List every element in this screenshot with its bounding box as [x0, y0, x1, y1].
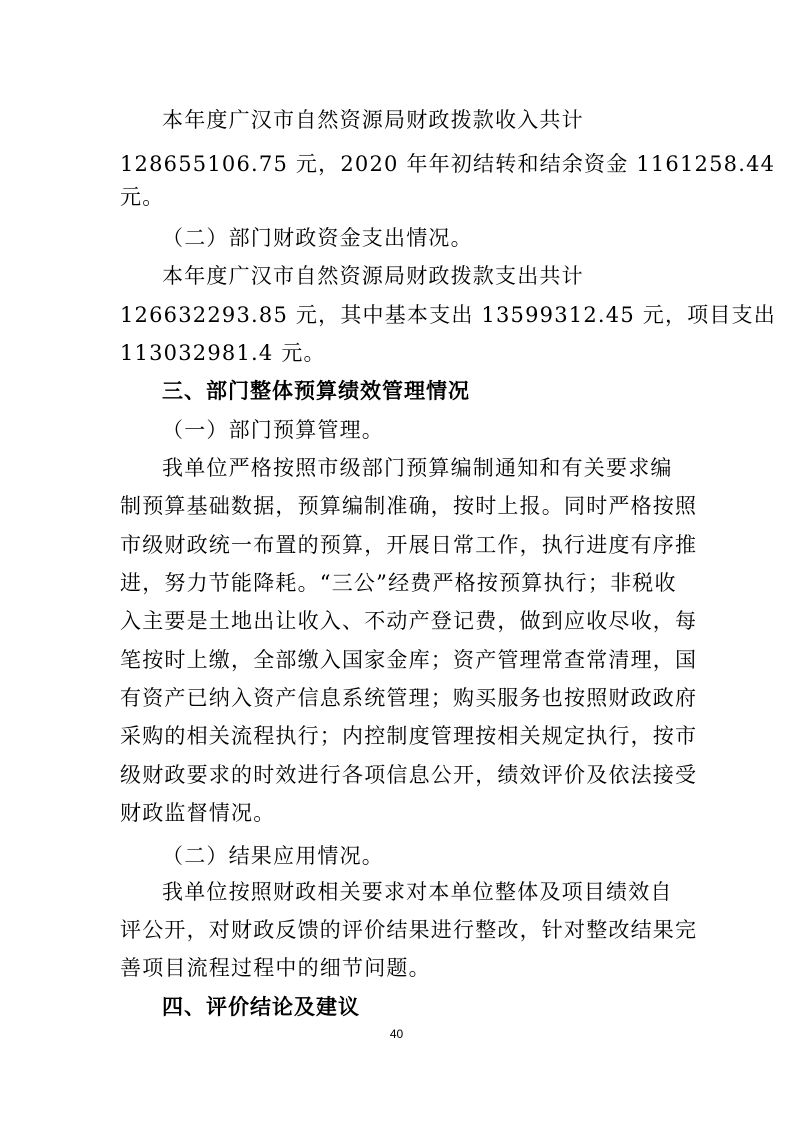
subsection-heading: （一）部门预算管理。: [162, 418, 384, 442]
body-text-line: 入主要是土地出让收入、不动产登记费，做到应收尽收，每: [120, 609, 698, 633]
body-text-line: 126632293.85 元，其中基本支出 13599312.45 元，项目支出: [120, 303, 776, 327]
body-text-line: 财政监督情况。: [120, 801, 276, 825]
page-number: 40: [389, 1027, 404, 1041]
body-text-line: 元。: [120, 185, 165, 209]
body-text-line: 笔按时上缴，全部缴入国家金库；资产管理常查常清理，国: [120, 648, 698, 672]
section-heading: 四、评价结论及建议: [162, 995, 360, 1019]
body-text-line: 113032981.4 元。: [120, 341, 326, 365]
body-text-line: 采购的相关流程执行；内控制度管理按相关规定执行，按市: [120, 724, 698, 748]
body-text-line: 市级财政统一布置的预算，开展日常工作，执行进度有序推: [120, 533, 698, 557]
body-text-line: 善项目流程过程中的细节问题。: [120, 956, 431, 980]
body-text-line: 进，努力节能降耗。“三公”经费严格按预算执行；非税收: [120, 571, 677, 595]
body-text-line: 评公开，对财政反馈的评价结果进行整改，针对整改结果完: [120, 918, 698, 942]
body-text-line: 我单位严格按照市级部门预算编制通知和有关要求编: [162, 456, 673, 480]
body-text-line: 本年度广汉市自然资源局财政拨款支出共计: [162, 264, 584, 288]
subsection-heading: （二）结果应用情况。: [162, 844, 384, 868]
subsection-heading: （二）部门财政资金支出情况。: [162, 226, 473, 250]
body-text-line: 我单位按照财政相关要求对本单位整体及项目绩效自: [162, 880, 673, 904]
body-text-line: 级财政要求的时效进行各项信息公开，绩效评价及依法接受: [120, 763, 698, 787]
body-text-line: 制预算基础数据，预算编制准确，按时上报。同时严格按照: [120, 494, 698, 518]
body-text-line: 128655106.75 元，2020 年年初结转和结余资金 1161258.44: [120, 152, 776, 176]
body-text-line: 有资产已纳入资产信息系统管理；购买服务也按照财政政府: [120, 686, 698, 710]
section-heading: 三、部门整体预算绩效管理情况: [162, 379, 470, 403]
body-text-line: 本年度广汉市自然资源局财政拨款收入共计: [162, 108, 584, 132]
